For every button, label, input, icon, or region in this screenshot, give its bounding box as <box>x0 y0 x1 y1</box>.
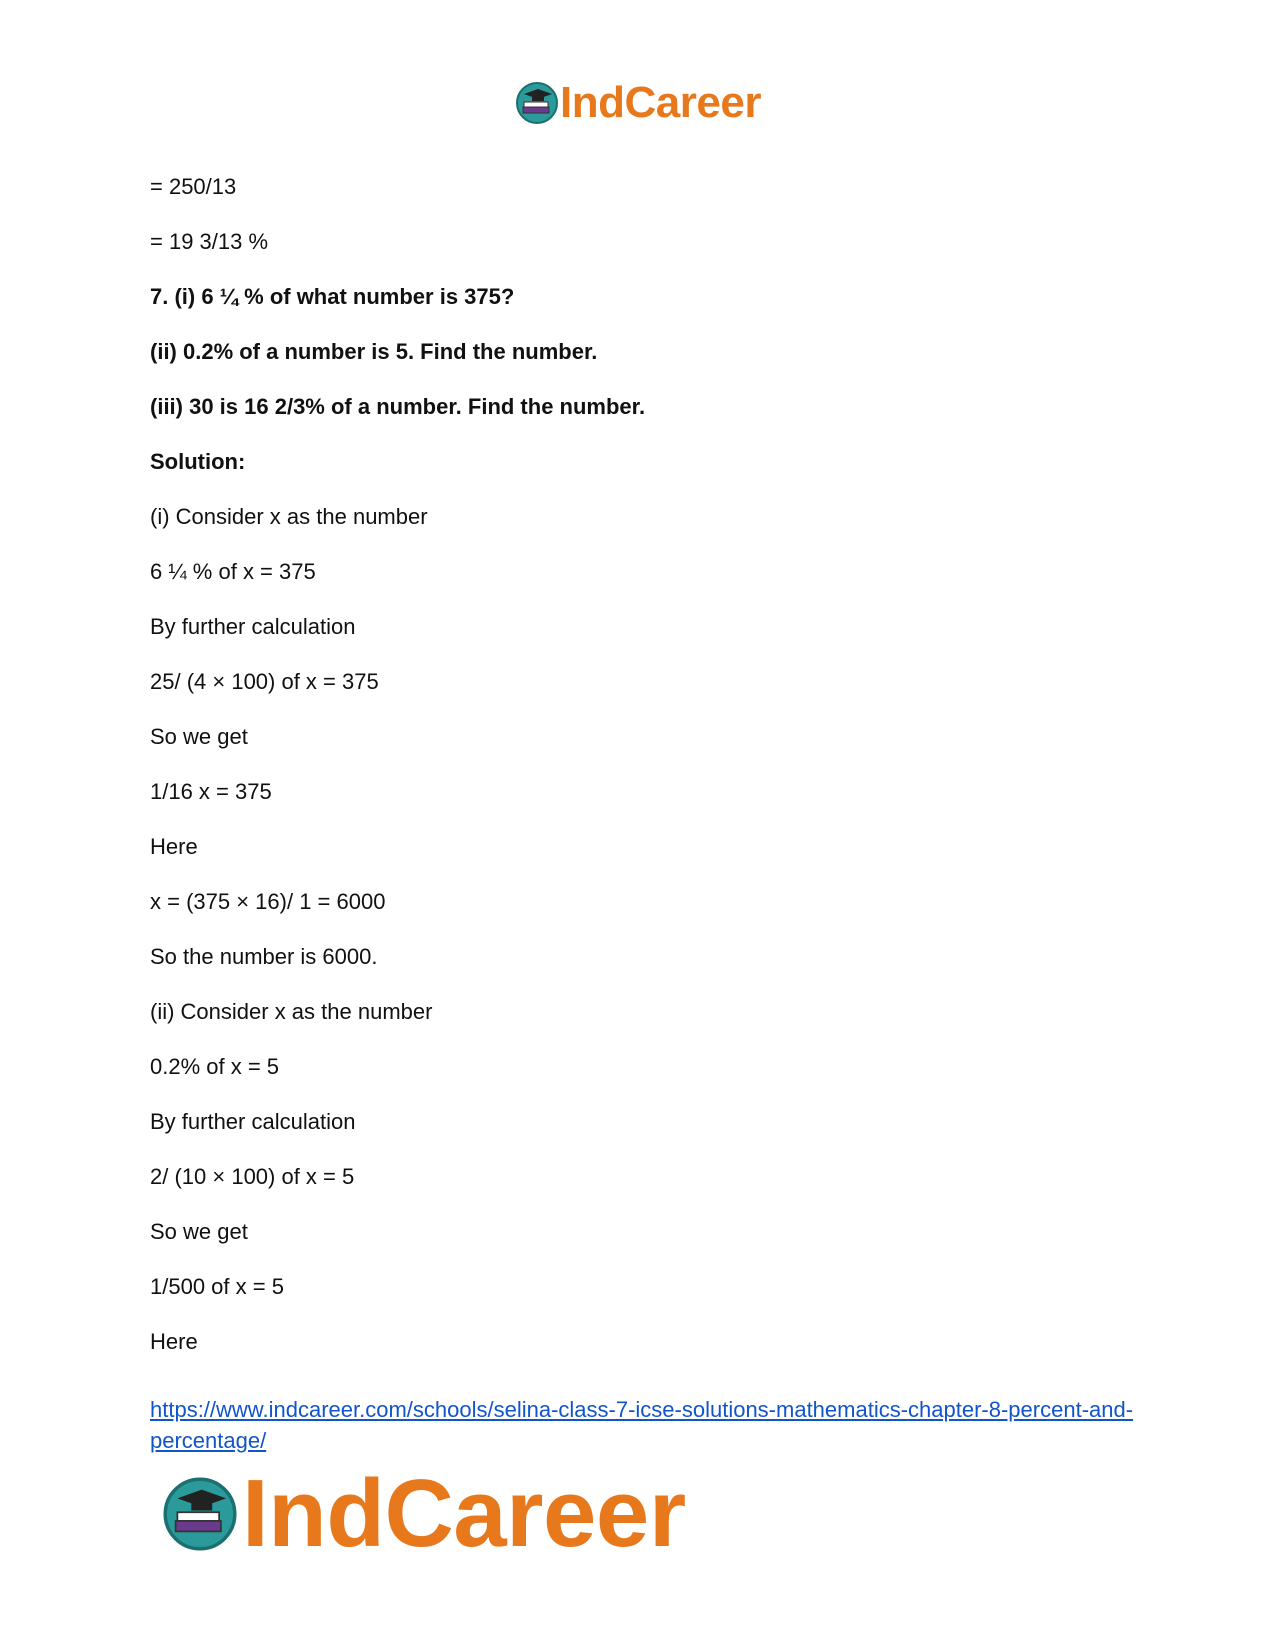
solution-line: 0.2% of x = 5 <box>150 1054 280 1079</box>
question-text: (iii) 30 is 16 2/3% of a number. Find the number. <box>150 394 646 419</box>
solution-line: By further calculation <box>150 1109 356 1134</box>
solution-line: 1/500 of x = 5 <box>150 1274 284 1299</box>
solution-line: 1/16 x = 375 <box>150 779 272 804</box>
solution-line: So the number is 6000. <box>150 944 378 969</box>
solution-line: x = (375 × 16)/ 1 = 6000 <box>150 889 386 914</box>
solution-line: Here <box>150 834 198 859</box>
question-text: (ii) 0.2% of a number is 5. Find the number. <box>150 339 598 364</box>
header-logo-text: IndCareer <box>560 78 761 127</box>
solution-line: = 19 3/13 % <box>150 229 269 254</box>
solution-line: (i) Consider x as the number <box>150 504 428 529</box>
footer-logo <box>160 1460 686 1567</box>
solution-line: 6 ¼ % of x = 375 <box>150 559 316 584</box>
logo <box>514 80 761 126</box>
question-text: 7. (i) 6 ¼ % of what number is 375? <box>150 284 515 309</box>
solution-line: 25/ (4 × 100) of x = 375 <box>150 669 379 694</box>
solution-line: Here <box>150 1329 198 1354</box>
header-logo <box>0 80 1275 126</box>
solution-line: So we get <box>150 1219 248 1244</box>
solution-line: 2/ (10 × 100) of x = 5 <box>150 1164 355 1189</box>
solution-line: = 250/13 <box>150 174 237 199</box>
logo <box>160 1460 686 1567</box>
solution-line: (ii) Consider x as the number <box>150 999 433 1024</box>
solution-line: By further calculation <box>150 614 356 639</box>
footer-logo-text: IndCareer <box>242 1460 686 1567</box>
source-link[interactable]: https://www.indcareer.com/schools/selina-class-7-icse-solutions-mathematics-chapter-8-percent-and-percentage/ <box>150 1397 1134 1453</box>
document-body <box>150 172 1130 1382</box>
question-text: Solution: <box>150 449 246 474</box>
globe-books-icon <box>160 1474 240 1554</box>
globe-books-icon <box>514 80 560 126</box>
solution-line: So we get <box>150 724 248 749</box>
